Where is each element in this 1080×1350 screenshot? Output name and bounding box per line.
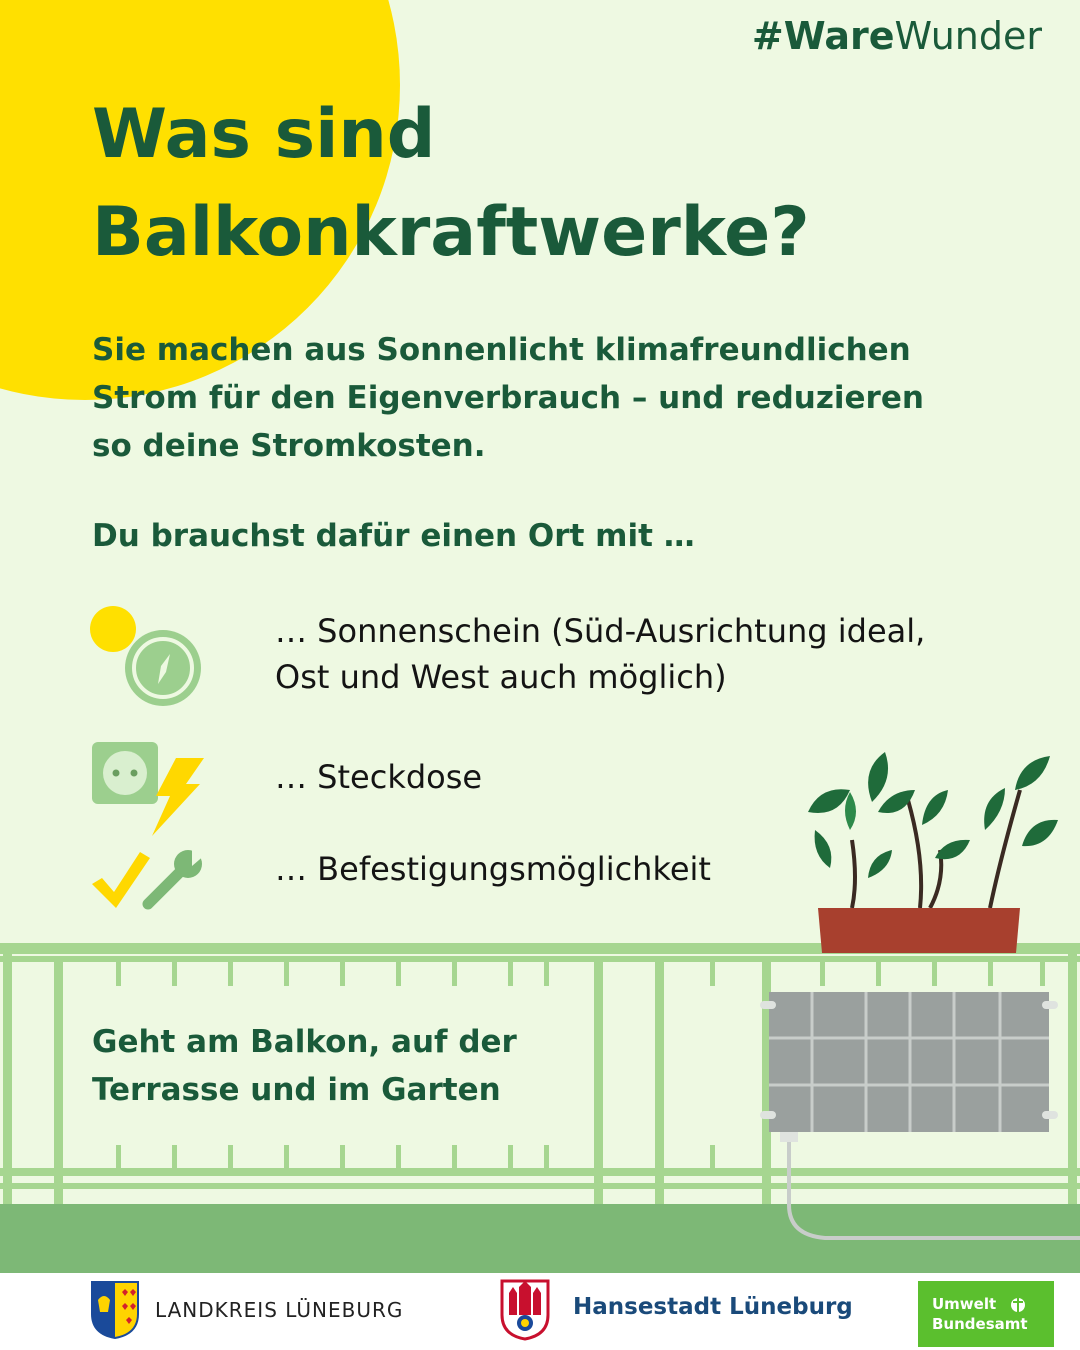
title-line-2: Balkonkraftwerke?: [92, 193, 810, 272]
page-title: [92, 86, 810, 282]
hashtag-regular: Wunder: [894, 14, 1042, 58]
intro-text: [92, 326, 924, 470]
railing-ticks-top: [116, 962, 1045, 986]
landkreis-coat-of-arms: [90, 1280, 140, 1340]
solar-panel: [760, 992, 1080, 1238]
intro-line-2: Strom für den Eigenverbrauch – und reduzieren: [92, 380, 924, 416]
sun-compass-icon: [88, 600, 206, 712]
requirement-sunshine-line-1: … Sonnenschein (Süd-Ausrichtung ideal,: [275, 612, 926, 650]
requirement-sunshine: [275, 608, 925, 700]
balcony-lower-rail-2: [0, 1183, 1080, 1189]
uba-label-line-2: Bundesamt: [932, 1315, 1028, 1333]
hashtag: [752, 14, 1042, 58]
intro-line-1: Sie machen aus Sonnenlicht klimafreundlichen: [92, 332, 911, 368]
location-line-2: Terrasse und im Garten: [92, 1072, 501, 1108]
umweltbundesamt-logo: [918, 1281, 1054, 1347]
flower-pot: [818, 908, 1020, 953]
hansestadt-coat-of-arms: [500, 1279, 550, 1341]
hansestadt-label: Hansestadt Lüneburg: [573, 1294, 853, 1320]
plant: [808, 752, 1058, 953]
intro-line-3: so deine Stromkosten.: [92, 428, 486, 464]
location-line-1: Geht am Balkon, auf der: [92, 1024, 517, 1060]
check-wrench-icon: [88, 846, 208, 912]
requirement-mounting: … Befestigungsmöglichkeit: [275, 850, 711, 888]
balcony-top-rail-inner: [0, 956, 1080, 962]
needs-heading: Du brauchst dafür einen Ort mit …: [92, 518, 695, 554]
uba-globe-icon: [1010, 1297, 1026, 1313]
requirement-socket: … Steckdose: [275, 758, 483, 796]
title-line-1: Was sind: [92, 95, 436, 174]
railing-ticks-bottom: [116, 1145, 715, 1169]
hashtag-bold: #Ware: [751, 14, 895, 58]
uba-label-line-1: Umwelt: [932, 1295, 997, 1313]
landkreis-label: LANDKREIS LÜNEBURG: [155, 1298, 404, 1322]
socket-lightning-icon: [90, 740, 208, 838]
requirement-sunshine-line-2: Ost und West auch möglich): [275, 658, 727, 696]
balcony-lower-rail: [0, 1168, 1080, 1176]
footer: [0, 1273, 1080, 1350]
location-text: [92, 1018, 517, 1114]
